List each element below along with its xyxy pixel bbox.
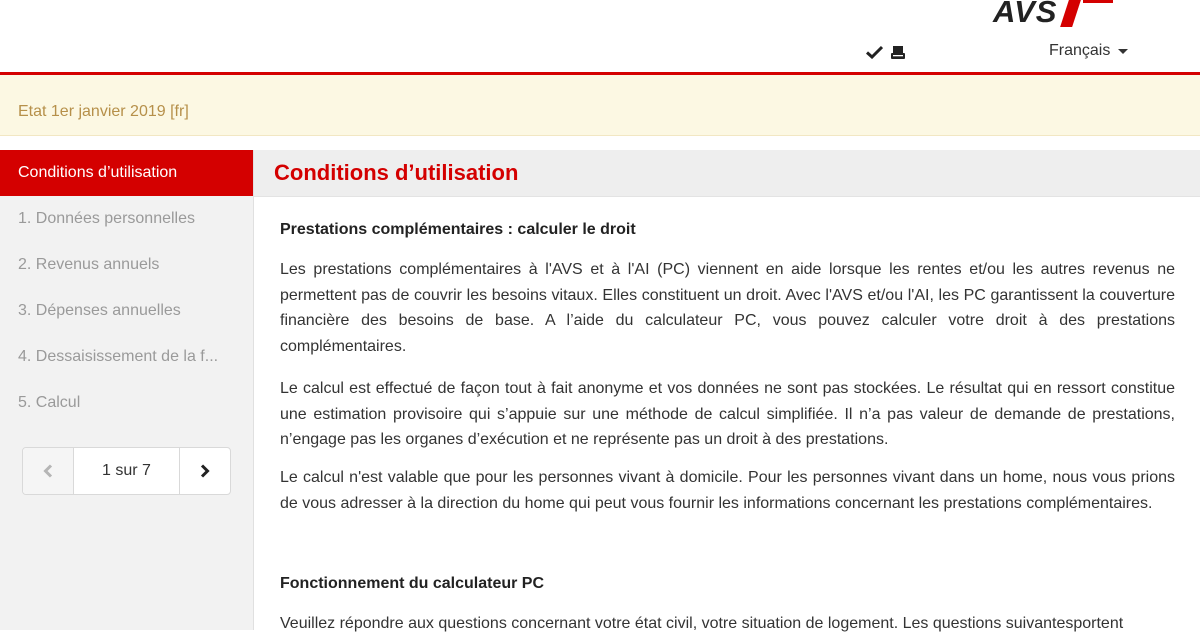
sidebar-item-annual-expenses[interactable]: 3. Dépenses annuelles [18, 302, 181, 319]
chevron-right-icon [200, 464, 210, 478]
language-selector[interactable] [1049, 42, 1128, 60]
check-icon[interactable] [864, 42, 884, 62]
sidebar-item-divestment[interactable]: 4. Dessaisissement de la f... [18, 348, 219, 365]
paragraph-instructions: Veuillez répondre aux questions concernant votre état civil, votre situation de logement. Les questions suivantesportent [280, 615, 1124, 632]
section-heading-entitlement: Prestations complémentaires : calculer le droit [280, 221, 636, 238]
next-step-button[interactable] [179, 448, 230, 494]
avs-logo[interactable] [993, 0, 1113, 28]
chevron-left-icon [43, 464, 53, 478]
sidebar-item-calculation[interactable]: 5. Calcul [18, 394, 81, 411]
paragraph-home-residents: Le calcul n'est valable que pour les personnes vivant à domicile. Pour les personnes vivant dans un home, nous vous prions de vous adresser à la direction du home qui peut vous fournir les informations concernant les prestations complémentaires. [280, 469, 1175, 512]
sidebar [0, 150, 254, 630]
notice-text: Etat 1er janvier 2019 [fr] [18, 103, 189, 120]
sidebar-item-annual-income[interactable]: 2. Revenus annuels [18, 256, 160, 273]
hard-drive-icon[interactable] [889, 42, 907, 62]
previous-step-button[interactable] [23, 448, 74, 494]
page-title: Conditions d’utilisation [274, 160, 519, 185]
caret-down-icon [1118, 49, 1128, 54]
paragraph-anonymity: Le calcul est effectué de façon tout à fait anonyme et vos données ne sont pas stockées. Le résultat qui en ressort constitue une estimation provisoire qui s’appuie sur une méthode de calcul simplifiée. Il n’a pas valeur de demande de prestations, n’engage pas les organes d’exécution et ne représente pas un droit à des prestations. [280, 380, 1175, 448]
language-label: Français [1049, 42, 1111, 59]
site-header [0, 0, 1200, 75]
step-counter: 1 sur 7 [102, 462, 151, 479]
status-notice [0, 75, 1200, 136]
logo-text: AVS [993, 0, 1058, 29]
logo-bar-mark [1061, 0, 1083, 27]
paragraph-intro: Les prestations complémentaires à l'AVS et à l'AI (PC) viennent en aide lorsque les rentes et/ou les autres revenus ne permettent pas de couvrir les besoins vitaux. Elles constituent un droit. Avec l'AVS et/ou l'AI, les PC garantissent la couverture financière des besoins de base. A l’aide du calculateur PC, vous pouvez calculer votre droit à des prestations complémentaires. [280, 261, 1175, 355]
sidebar-item-conditions[interactable]: Conditions d’utilisation [0, 150, 253, 196]
section-heading-how-it-works: Fonctionnement du calculateur PC [280, 575, 545, 592]
content-header [254, 150, 1200, 197]
sidebar-item-personal-data[interactable]: 1. Données personnelles [18, 210, 196, 227]
step-pager [22, 447, 231, 495]
logo-line-mark [1083, 0, 1113, 3]
